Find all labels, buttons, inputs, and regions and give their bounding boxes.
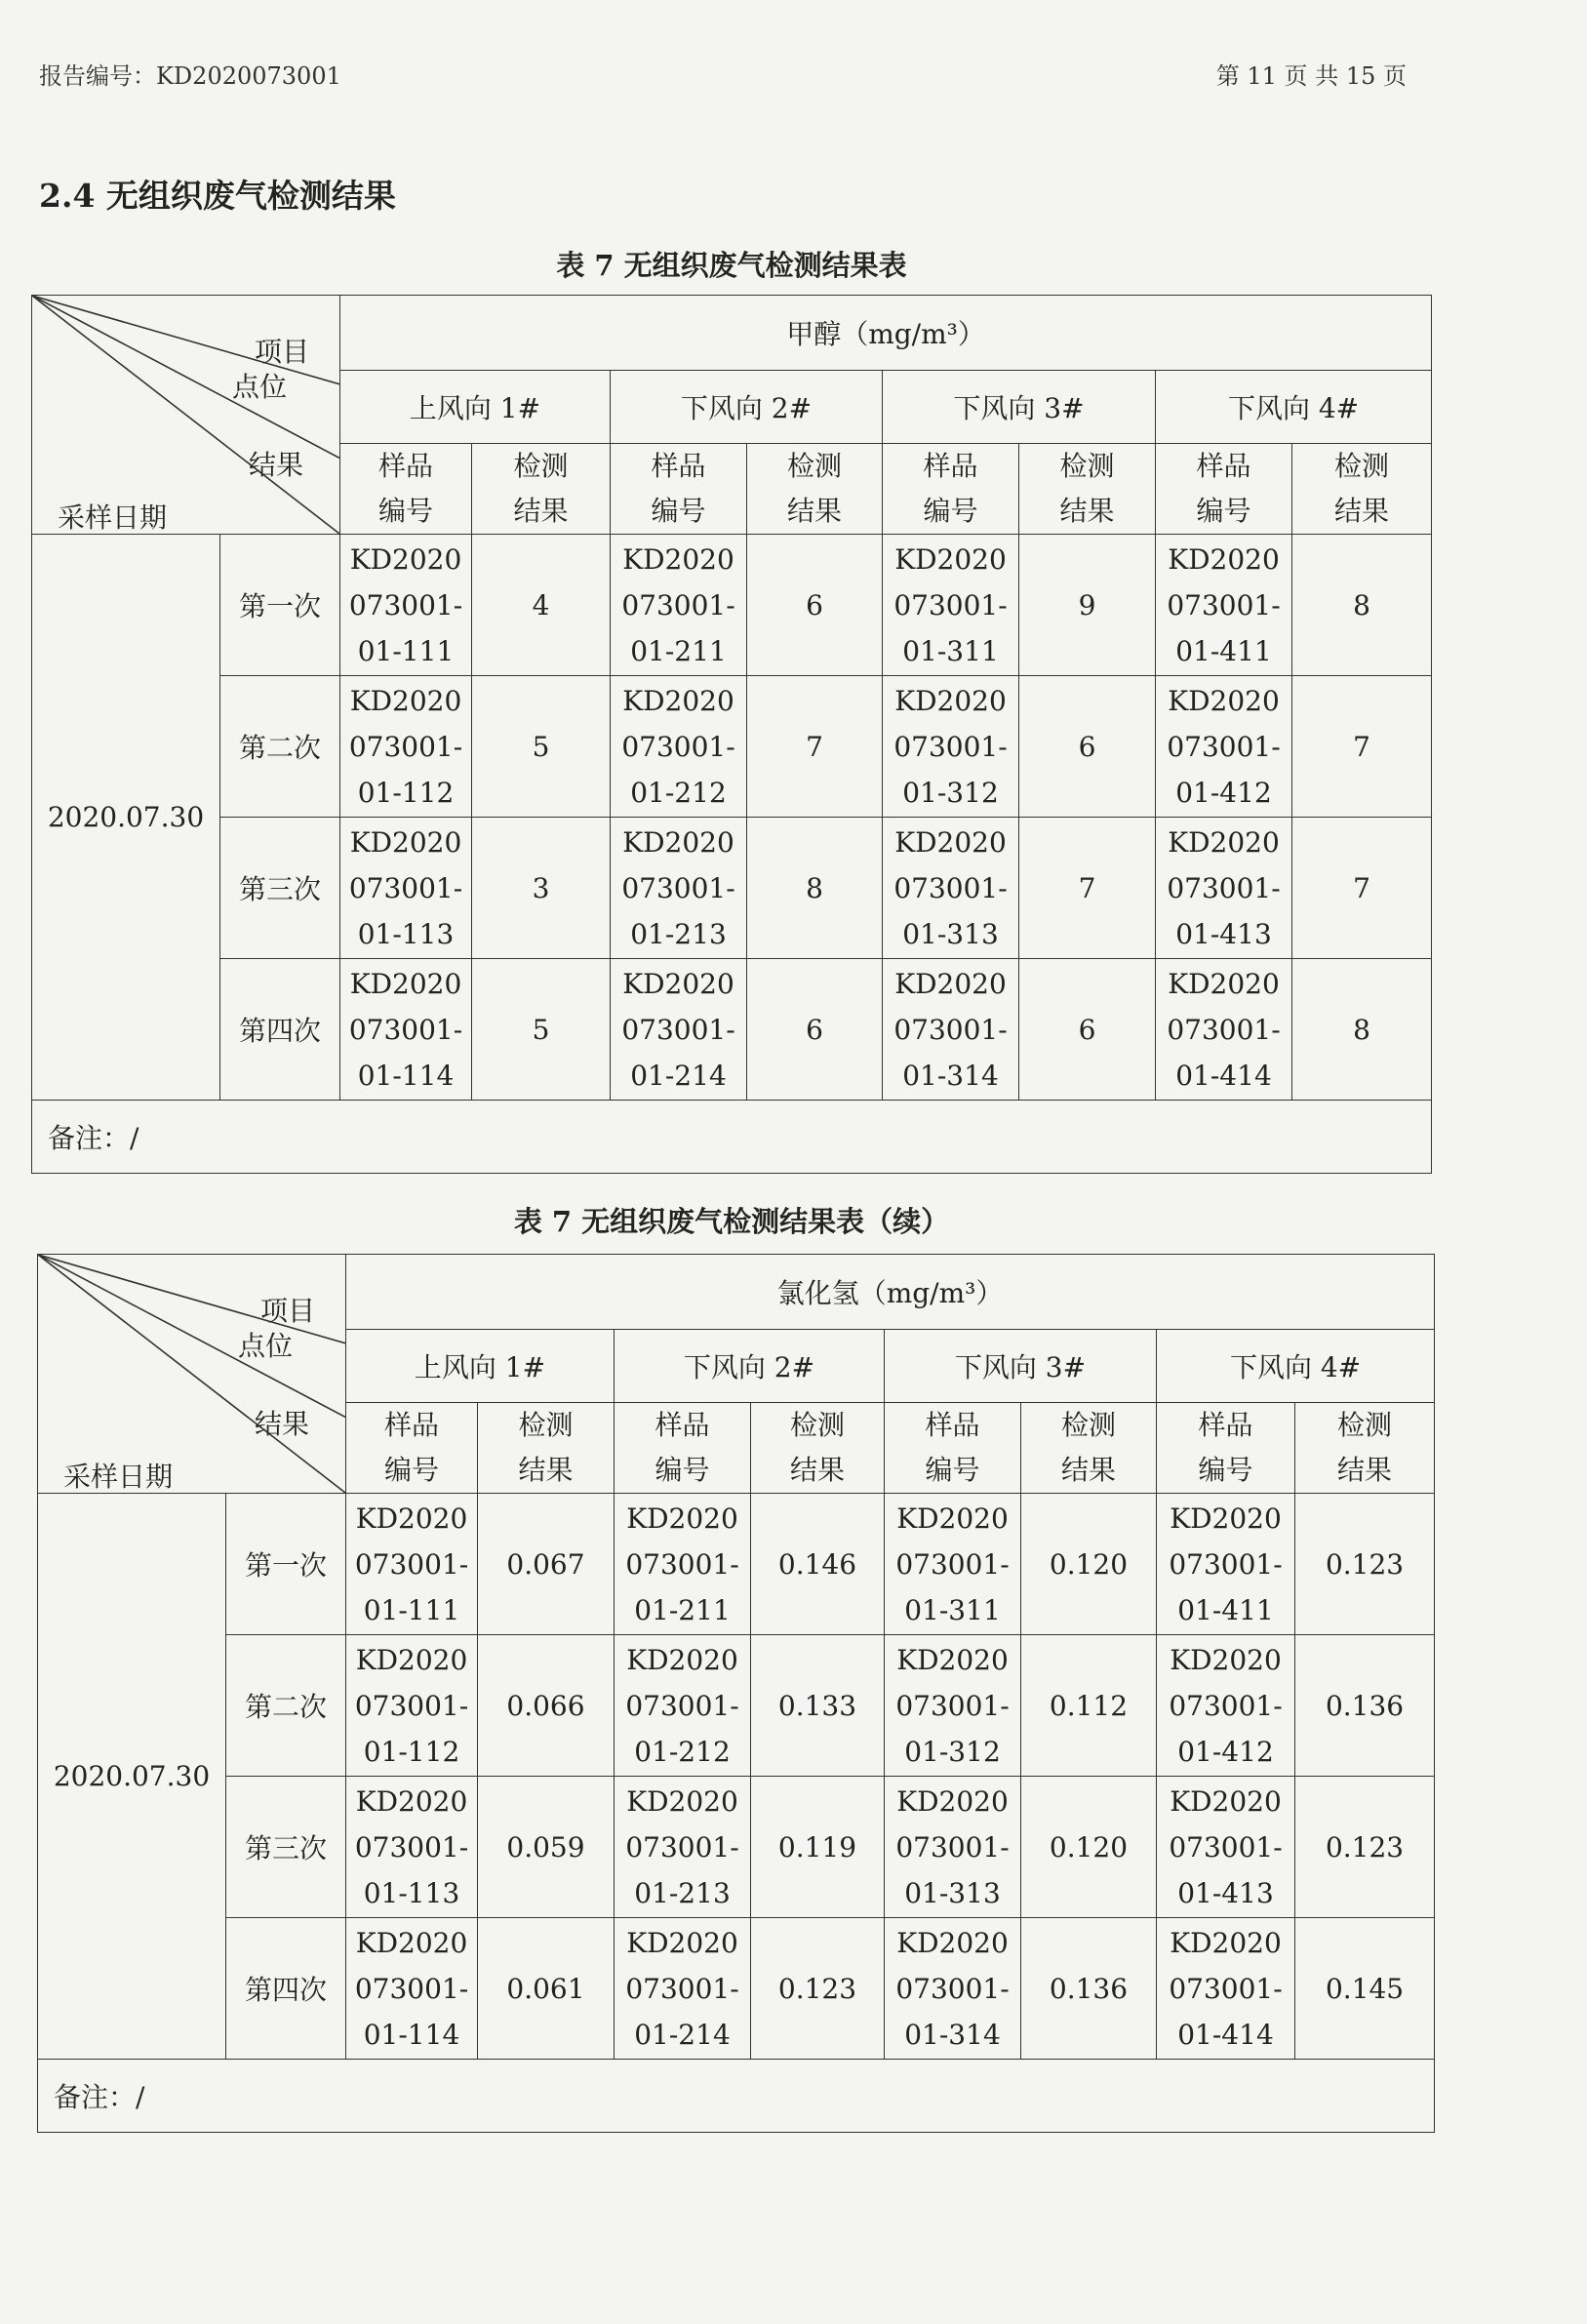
result-value-cell: 6 (1019, 959, 1156, 1101)
table-row (38, 1918, 1435, 2060)
result-value-cell: 0.145 (1295, 1918, 1435, 2060)
sample-id-cell: KD2020 073001- 01-314 (885, 1918, 1021, 2060)
point-header: 下风向 3# (883, 371, 1156, 444)
sample-id-cell: KD2020 073001- 01-314 (883, 959, 1019, 1101)
label-sampling-date: 采样日期 (63, 1461, 174, 1493)
sample-id-cell: KD2020 073001- 01-211 (611, 535, 747, 676)
sample-id-cell: KD2020 073001- 01-111 (346, 1494, 478, 1635)
sample-id-cell: KD2020 073001- 01-113 (340, 818, 472, 959)
sampling-round-label: 第四次 (220, 959, 340, 1101)
sampling-date-cell: 2020.07.30 (32, 535, 220, 1101)
sample-id-cell: KD2020 073001- 01-412 (1156, 676, 1292, 818)
sample-id-cell: KD2020 073001- 01-411 (1156, 535, 1292, 676)
sampling-round-label: 第四次 (226, 1918, 346, 2060)
page-indicator: 第 11 页 共 15 页 (1215, 62, 1407, 90)
result-value-cell: 0.123 (1295, 1494, 1435, 1635)
sample-id-header: 样品 编号 (340, 444, 472, 535)
parameter-header: 氯化氢（mg/m³） (346, 1255, 1435, 1330)
result-value-cell: 0.123 (1295, 1777, 1435, 1918)
result-value-cell: 0.059 (478, 1777, 615, 1918)
sampling-round-label: 第一次 (220, 535, 340, 676)
result-value-cell: 7 (1019, 818, 1156, 959)
result-value-cell: 9 (1019, 535, 1156, 676)
result-value-cell: 0.061 (478, 1918, 615, 2060)
sampling-round-label: 第三次 (226, 1777, 346, 1918)
results-table (31, 295, 1432, 1174)
sample-id-cell: KD2020 073001- 01-112 (340, 676, 472, 818)
result-value-cell: 0.120 (1021, 1494, 1157, 1635)
result-value-cell: 0.136 (1295, 1635, 1435, 1777)
point-header: 下风向 3# (885, 1330, 1157, 1403)
diagonal-header-cell (38, 1255, 346, 1494)
point-header: 上风向 1# (340, 371, 611, 444)
table-row (32, 959, 1432, 1101)
sample-id-header: 样品 编号 (885, 1403, 1021, 1494)
table-row (32, 676, 1432, 818)
result-value-cell: 0.136 (1021, 1918, 1157, 2060)
sample-id-header: 样品 编号 (883, 444, 1019, 535)
result-value-cell: 6 (1019, 676, 1156, 818)
result-value-cell: 8 (1292, 535, 1432, 676)
sampling-round-label: 第二次 (220, 676, 340, 818)
result-header: 检测 结果 (1019, 444, 1156, 535)
result-value-cell: 7 (1292, 676, 1432, 818)
table-row (38, 1777, 1435, 1918)
sample-id-cell: KD2020 073001- 01-112 (346, 1635, 478, 1777)
point-header: 下风向 4# (1156, 371, 1432, 444)
sampling-round-label: 第二次 (226, 1635, 346, 1777)
results-table-continued (37, 1254, 1435, 2133)
table-row (32, 818, 1432, 959)
sample-id-cell: KD2020 073001- 01-413 (1157, 1777, 1295, 1918)
sampling-round-label: 第三次 (220, 818, 340, 959)
sampling-round-label: 第一次 (226, 1494, 346, 1635)
sample-id-cell: KD2020 073001- 01-113 (346, 1777, 478, 1918)
result-value-cell: 3 (472, 818, 611, 959)
result-header: 检测 结果 (478, 1403, 615, 1494)
result-value-cell: 0.067 (478, 1494, 615, 1635)
remarks-cell: 备注：/ (38, 2060, 1435, 2133)
result-header: 检测 结果 (1292, 444, 1432, 535)
sample-id-cell: KD2020 073001- 01-311 (883, 535, 1019, 676)
sample-id-cell: KD2020 073001- 01-412 (1157, 1635, 1295, 1777)
sample-id-cell: KD2020 073001- 01-213 (611, 818, 747, 959)
parameter-header: 甲醇（mg/m³） (340, 296, 1432, 371)
label-item: 项目 (255, 336, 310, 368)
label-sampling-date: 采样日期 (58, 501, 168, 534)
label-point: 点位 (232, 371, 288, 403)
result-value-cell: 0.112 (1021, 1635, 1157, 1777)
result-value-cell: 0.120 (1021, 1777, 1157, 1918)
result-header: 检测 结果 (747, 444, 883, 535)
remarks-cell: 备注：/ (32, 1101, 1432, 1174)
sample-id-header: 样品 编号 (611, 444, 747, 535)
sample-id-header: 样品 编号 (346, 1403, 478, 1494)
table-row (32, 535, 1432, 676)
table-row (38, 1494, 1435, 1635)
result-value-cell: 5 (472, 676, 611, 818)
result-value-cell: 7 (747, 676, 883, 818)
result-header: 检测 结果 (1295, 1403, 1435, 1494)
sample-id-cell: KD2020 073001- 01-212 (615, 1635, 751, 1777)
sample-id-cell: KD2020 073001- 01-114 (340, 959, 472, 1101)
sample-id-cell: KD2020 073001- 01-411 (1157, 1494, 1295, 1635)
sample-id-header: 样品 编号 (1157, 1403, 1295, 1494)
report-number: 报告编号：KD2020073001 (39, 62, 341, 90)
sample-id-cell: KD2020 073001- 01-312 (883, 676, 1019, 818)
sampling-date-cell: 2020.07.30 (38, 1494, 226, 2060)
sample-id-cell: KD2020 073001- 01-311 (885, 1494, 1021, 1635)
result-value-cell: 7 (1292, 818, 1432, 959)
label-result: 结果 (255, 1408, 310, 1440)
result-value-cell: 6 (747, 535, 883, 676)
label-item: 项目 (260, 1295, 316, 1327)
label-result: 结果 (249, 449, 304, 481)
table-caption-continued: 表 7 无组织废气检测结果表（续） (513, 1205, 950, 1238)
result-header: 检测 结果 (1021, 1403, 1157, 1494)
result-value-cell: 0.119 (751, 1777, 885, 1918)
sample-id-cell: KD2020 073001- 01-313 (883, 818, 1019, 959)
section-title: 2.4 无组织废气检测结果 (39, 177, 396, 215)
result-value-cell: 4 (472, 535, 611, 676)
sample-id-cell: KD2020 073001- 01-214 (611, 959, 747, 1101)
sample-id-header: 样品 编号 (615, 1403, 751, 1494)
sample-id-header: 样品 编号 (1156, 444, 1292, 535)
result-value-cell: 8 (1292, 959, 1432, 1101)
result-value-cell: 0.123 (751, 1918, 885, 2060)
sample-id-cell: KD2020 073001- 01-312 (885, 1635, 1021, 1777)
result-value-cell: 0.066 (478, 1635, 615, 1777)
sample-id-cell: KD2020 073001- 01-212 (611, 676, 747, 818)
sample-id-cell: KD2020 073001- 01-111 (340, 535, 472, 676)
table-caption: 表 7 无组织废气检测结果表 (556, 249, 907, 282)
label-point: 点位 (238, 1330, 294, 1362)
result-value-cell: 6 (747, 959, 883, 1101)
result-value-cell: 8 (747, 818, 883, 959)
sample-id-cell: KD2020 073001- 01-414 (1156, 959, 1292, 1101)
sample-id-cell: KD2020 073001- 01-114 (346, 1918, 478, 2060)
diagonal-header-cell (32, 296, 340, 535)
result-value-cell: 5 (472, 959, 611, 1101)
point-header: 上风向 1# (346, 1330, 615, 1403)
sample-id-cell: KD2020 073001- 01-413 (1156, 818, 1292, 959)
result-value-cell: 0.133 (751, 1635, 885, 1777)
result-header: 检测 结果 (472, 444, 611, 535)
sample-id-cell: KD2020 073001- 01-313 (885, 1777, 1021, 1918)
table-row (38, 1635, 1435, 1777)
sample-id-cell: KD2020 073001- 01-414 (1157, 1918, 1295, 2060)
sample-id-cell: KD2020 073001- 01-213 (615, 1777, 751, 1918)
point-header: 下风向 4# (1157, 1330, 1435, 1403)
point-header: 下风向 2# (611, 371, 883, 444)
sample-id-cell: KD2020 073001- 01-211 (615, 1494, 751, 1635)
point-header: 下风向 2# (615, 1330, 885, 1403)
result-value-cell: 0.146 (751, 1494, 885, 1635)
sample-id-cell: KD2020 073001- 01-214 (615, 1918, 751, 2060)
result-header: 检测 结果 (751, 1403, 885, 1494)
